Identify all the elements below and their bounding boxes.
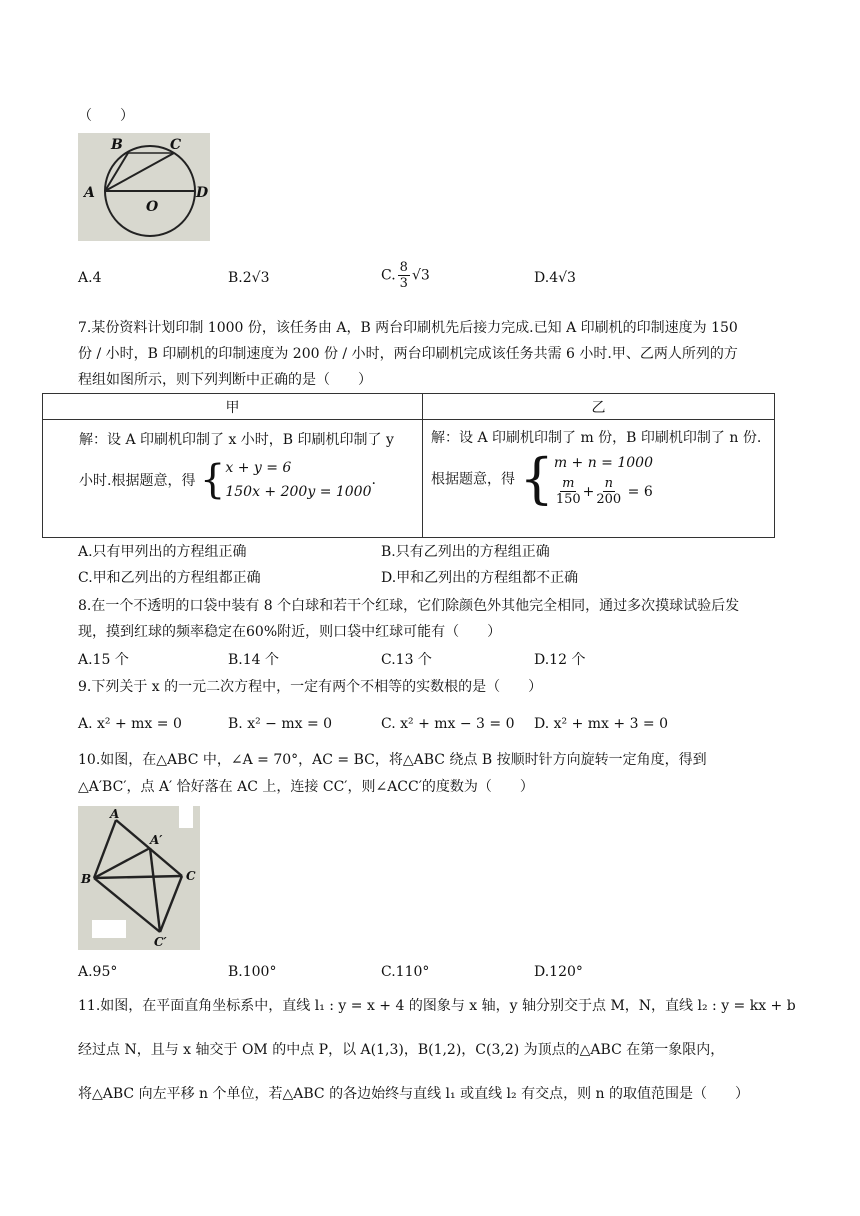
q6-paren: （ ）: [78, 108, 134, 124]
q9-option-a: A. x² + mx = 0: [78, 716, 182, 732]
q10-option-c: C.110°: [381, 964, 430, 980]
table-cell-yi: [423, 420, 775, 538]
yi-eq-2: $\frac{m}{150}$ + $\frac{n}{200}$ = 6: [555, 476, 653, 507]
q7-option-b: B.只有乙列出的方程组正确: [381, 544, 550, 560]
q7-option-c: C.甲和乙列出的方程组都正确: [78, 570, 261, 586]
q10-line-1: 10.如图，在△ABC 中，∠A = 70°，AC = BC，将△ABC 绕点 B 按顺时针方向旋转一定角度，得到: [78, 752, 707, 768]
label-a-prime: A′: [150, 833, 163, 847]
table-head-jia: 甲: [43, 394, 423, 420]
label-o: O: [146, 199, 159, 215]
circle-diagram: [78, 133, 210, 241]
q9-option-b: B. x² − mx = 0: [228, 716, 333, 732]
q9-line-1: 9.下列关于 x 的一元二次方程中，一定有两个不相等的实数根的是（ ）: [78, 679, 543, 695]
q6-option-c: C. $\frac{8}{3}$ √3: [381, 260, 430, 291]
q6-circle-figure: [78, 133, 210, 241]
label-c: C: [170, 137, 182, 153]
jia-eq-1: x + y = 6: [225, 460, 292, 476]
table-cell-jia: [43, 420, 423, 538]
q7-option-a: A.只有甲列出的方程组正确: [78, 544, 247, 560]
label-b: B: [111, 137, 123, 153]
q8-line-1: 8.在一个不透明的口袋中装有 8 个白球和若干个红球，它们除颜色外其他完全相同，通过多次摸球试验后发: [78, 598, 740, 614]
q7-line-1: 7.某份资料计划印制 1000 份，该任务由 A，B 两台印刷机先后接力完成.已知 A 印刷机的印制速度为 150: [78, 320, 738, 336]
q7-line-2: 份 / 小时，B 印刷机的印制速度为 200 份 / 小时，两台印刷机完成该任务共需 6 小时.甲、乙两人所列的方: [78, 346, 738, 362]
q10-line-2: △A′BC′，点 A′ 恰好落在 AC 上，连接 CC′，则∠ACC′的度数为（ ）: [78, 779, 534, 795]
q9-option-d: D. x² + mx + 3 = 0: [534, 716, 669, 732]
q8-option-b: B.14 个: [228, 652, 280, 668]
q8-option-c: C.13 个: [381, 652, 432, 668]
q10-triangle-figure: [78, 806, 200, 950]
label-a: A: [110, 807, 120, 821]
q8-option-a: A.15 个: [78, 652, 129, 668]
label-c-prime: C′: [154, 935, 167, 949]
q8-option-d: D.12 个: [534, 652, 586, 668]
q7-line-3: 程组如图所示，则下列判断中正确的是（ ）: [78, 372, 372, 388]
label-b: B: [81, 872, 92, 886]
q6-option-b: B.2√3: [228, 270, 270, 286]
q10-option-b: B.100°: [228, 964, 277, 980]
jia-eq-2: 150x + 200y = 1000: [225, 484, 372, 500]
q6-option-a: A.4: [78, 270, 102, 286]
label-d: D: [196, 185, 209, 201]
q7-option-d: D.甲和乙列出的方程组都不正确: [381, 570, 579, 586]
label-a: A: [84, 185, 95, 201]
yi-line-1: 解：设 A 印刷机印制了 m 份，B 印刷机印制了 n 份.: [431, 430, 762, 446]
table-head-yi: 乙: [423, 394, 775, 420]
q8-line-2: 现，摸到红球的频率稳定在60%附近，则口袋中红球可能有（ ）: [78, 624, 502, 640]
yi-eq-1: m + n = 1000: [553, 455, 653, 471]
label-c: C: [186, 869, 196, 883]
q7-solution-table: [42, 393, 775, 538]
q11-line-1: 11.如图，在平面直角坐标系中，直线 l₁ : y = x + 4 的图象与 x 轴，y 轴分别交于点 M，N，直线 l₂ : y = kx + b: [78, 998, 796, 1014]
q6-option-d: D.4√3: [534, 270, 576, 286]
triangle-diagram: [78, 806, 200, 950]
q11-line-3: 将△ABC 向左平移 n 个单位，若△ABC 的各边始终与直线 l₁ 或直线 l₂ 有交点，则 n 的取值范围是（ ）: [78, 1086, 749, 1102]
q10-option-a: A.95°: [78, 964, 118, 980]
q11-line-2: 经过点 N，且与 x 轴交于 OM 的中点 P，以 A(1,3)，B(1,2)，C(3,2) 为顶点的△ABC 在第一象限内，: [78, 1042, 725, 1058]
q9-option-c: C. x² + mx − 3 = 0: [381, 716, 515, 732]
q10-option-d: D.120°: [534, 964, 583, 980]
jia-line-1: 解：设 A 印刷机印制了 x 小时，B 印刷机印制了 y: [79, 432, 394, 448]
yi-system: 根据题意，得 {m + n = 1000 $\frac{m}{150}$ + $\frac{n}{200}$ = 6: [431, 446, 653, 510]
jia-system: 小时.根据题意，得 {x + y = 6 150x + 200y = 1000.: [79, 457, 376, 503]
